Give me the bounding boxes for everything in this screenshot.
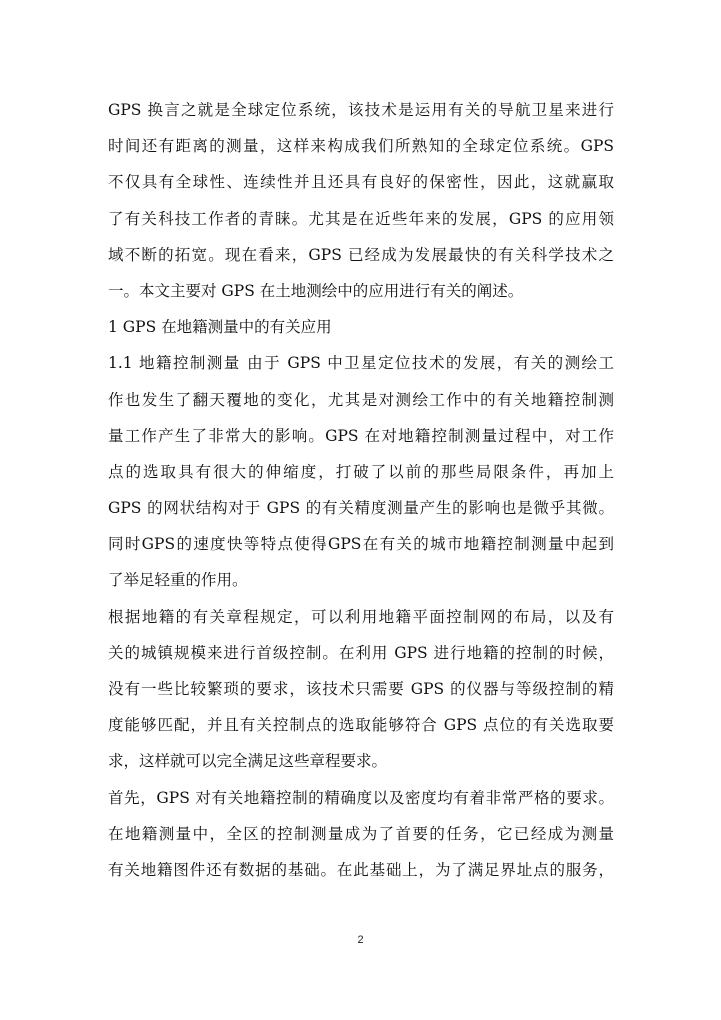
text-line: 同时GPS的速度快等特点使得GPS在有关的城市地籍控制测量中起到 xyxy=(108,535,614,554)
body-text xyxy=(108,92,614,888)
text-line: 关的城镇规模来进行首级控制。在利用 GPS 进行地籍的控制的时候， xyxy=(108,643,614,662)
text-line: 度能够匹配，并且有关控制点的选取能够符合 GPS 点位的有关选取要 xyxy=(108,716,614,735)
text-line: 没有一些比较繁琐的要求，该技术只需要 GPS 的仪器与等级控制的精 xyxy=(108,680,614,698)
text-line: 量工作产生了非常大的影响。GPS 在对地籍控制测量过程中，对工作 xyxy=(108,426,614,445)
text-line: GPS 换言之就是全球定位系统，该技术是运用有关的导航卫星来进行 xyxy=(108,101,614,119)
page-number: 2 xyxy=(357,934,364,946)
text-line: 了有关科技工作者的青睐。尤其是在近些年来的发展，GPS 的应用领 xyxy=(108,209,614,228)
text-line: 根据地籍的有关章程规定，可以利用地籍平面控制网的布局，以及有 xyxy=(108,607,614,626)
text-line: 不仅具有全球性、连续性并且还具有良好的保密性，因此，这就赢取 xyxy=(108,173,614,192)
text-line: 一。本文主要对 GPS 在土地测绘中的应用进行有关的阐述。 xyxy=(108,281,524,300)
text-line: 了举足轻重的作用。 xyxy=(108,571,248,590)
text-line: 域不断的拓宽。现在看来，GPS 已经成为发展最快的有关科学技术之 xyxy=(108,245,614,264)
text-line: 时间还有距离的测量，这样来构成我们所熟知的全球定位系统。GPS xyxy=(108,137,614,156)
text-line: 有关地籍图件还有数据的基础。在此基础上，为了满足界址点的服务， xyxy=(108,860,614,879)
text-line: 1.1 地籍控制测量 由于 GPS 中卫星定位技术的发展，有关的测绘工 xyxy=(108,354,614,373)
text-line: GPS 的网状结构对于 GPS 的有关精度测量产生的影响也是微乎其微。 xyxy=(108,499,614,518)
text-line: 点的选取具有很大的伸缩度，打破了以前的那些局限条件，再加上 xyxy=(108,462,614,481)
text-line: 作也发生了翻天覆地的变化，尤其是对测绘工作中的有关地籍控制测 xyxy=(108,390,614,409)
text-line: 在地籍测量中，全区的控制测量成为了首要的任务，它已经成为测量 xyxy=(108,824,614,843)
section-heading: 1 GPS 在地籍测量中的有关应用 xyxy=(108,318,332,337)
text-line: 求，这样就可以完全满足这些章程要求。 xyxy=(108,752,388,771)
text-line: 首先，GPS 对有关地籍控制的精确度以及密度均有着非常严格的要求。 xyxy=(108,788,614,807)
